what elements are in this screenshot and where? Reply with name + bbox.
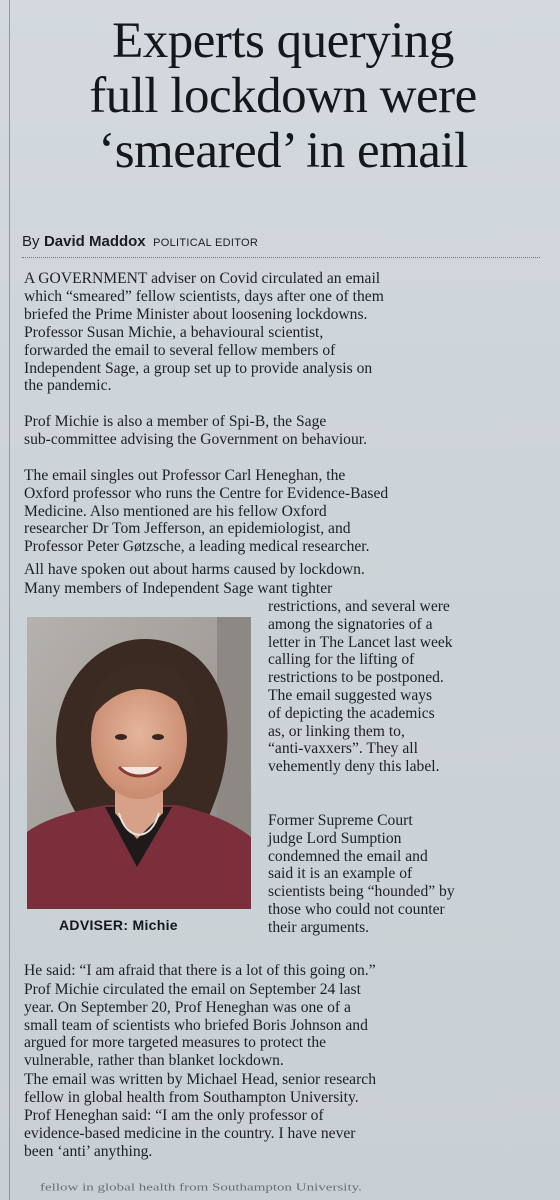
paragraph-quote: He said: “I am afraid that there is a lot of this going on.” (24, 962, 376, 979)
paragraph-tighter: Many members of Independent Sage want tighter (24, 580, 333, 597)
paragraph-heneghan: The email singles out Professor Carl Heneghan, the Oxford professor who runs the Centre for Evidence-Based Medicine. Also mentioned are his fellow Oxford researcher Dr Tom Jefferson, an epidemiologist, and Professor Peter Gøtzsche, a leading medical researcher. (24, 467, 389, 556)
byline-role: POLITICAL EDITOR (153, 237, 259, 249)
paragraph-spib: Prof Michie is also a member of Spi-B, the Sage sub-committee advising the Government on behaviour. (24, 413, 367, 448)
paragraph-restrictions: restrictions, and several were among the signatories of a letter in The Lancet last week calling for the lifting of restrictions to be postponed. (268, 598, 453, 687)
paragraph-intro: A GOVERNMENT adviser on Covid circulated an email which “smeared” fellow scientists, days after one of them briefed the Prime Minister about loosening lockdowns. (24, 270, 384, 323)
headline: Experts querying full lockdown were ‘smeared’ in email (89, 13, 477, 179)
paragraph-briefing: Prof Michie circulated the email on September 24 last year. On September 20, Prof Heneghan was one of a small team of scientists who briefed Boris Johnson and argued for more targeted measures to protect the vulnerable, rather than blanket lockdown. (24, 981, 368, 1070)
paragraph-sumption: Former Supreme Court judge Lord Sumption condemned the email and said it is an example of scientists being “hounded” by those who could not counter their arguments. (268, 812, 455, 936)
paragraph-author-email: The email was written by Michael Head, senior research fellow in global health from Southampton University. (24, 1071, 377, 1106)
paragraph-michie: Professor Susan Michie, a behavioural scientist, forwarded the email to several fellow members of Independent Sage, a group set up to provide analysis on the pandemic. (24, 324, 373, 395)
byline (22, 233, 542, 255)
byline-divider (22, 257, 540, 258)
bleed-through-text: fellow in global health from Southampton University. (40, 1183, 362, 1194)
paragraph-harms: All have spoken out about harms caused by lockdown. (24, 561, 365, 578)
portrait-image (27, 617, 251, 909)
paragraph-anti-vaxxers: The email suggested ways of depicting the academics as, or linking them to, “anti-vaxxers”. They all vehemently deny this label. (268, 687, 440, 776)
byline-prefix: By (22, 233, 40, 250)
column-rule (9, 0, 10, 1200)
paragraph-heneghan-quote: Prof Heneghan said: “I am the only professor of evidence-based medicine in the country. I have never been ‘anti’ anything. (24, 1107, 356, 1160)
photo-caption: ADVISER: Michie (59, 917, 178, 933)
byline-author: David Maddox (43, 233, 146, 250)
photo-susan-michie (27, 617, 251, 909)
